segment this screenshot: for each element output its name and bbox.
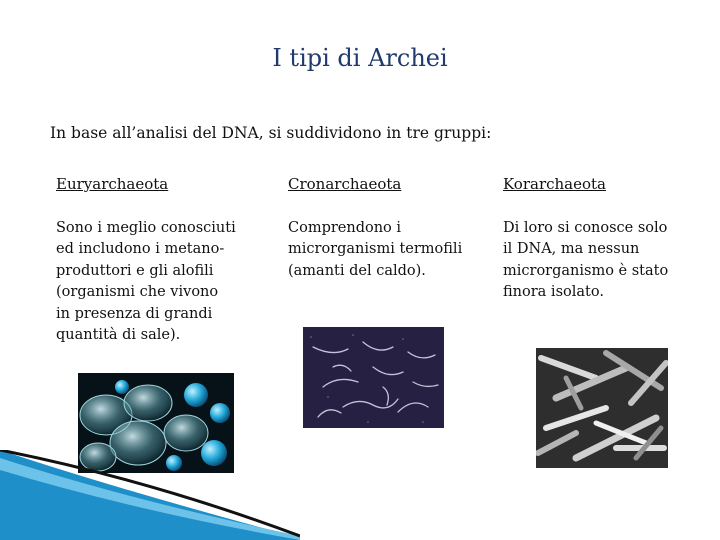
group-description-line: ed includono i metano- [56,241,225,257]
group-korarchaeota [503,174,703,304]
group-cronarchaeota [288,174,488,282]
slide-title: I tipi di Archei [272,44,448,72]
group-description-line: produttori e gli alofili [56,262,214,279]
korarchaeota-micrograph [536,348,668,468]
group-heading: Korarchaeota [503,175,607,193]
group-heading: Cronarchaeota [288,175,402,193]
group-description-line: microrganismi termofili [288,241,463,257]
decorative-swoosh [0,450,300,540]
group-description-line: (amanti del caldo). [288,262,426,279]
group-description-line: quantità di sale). [56,327,181,343]
group-heading: Euryarchaeota [56,175,169,193]
intro-text: In base all’analisi del DNA, si suddividono in tre gruppi: [50,124,492,142]
group-euryarchaeota [56,174,256,347]
group-description-line: finora isolato. [503,284,604,300]
group-description-line: microrganismo è stato [503,262,669,279]
group-description-line: Comprendono i [288,219,402,236]
group-description-line: Sono i meglio conosciuti [56,219,236,236]
group-description-line: (organismi che vivono [56,284,219,300]
group-description-line: il DNA, ma nessun [503,241,640,257]
cronarchaeota-micrograph [303,327,444,428]
group-description-line: Di loro si conosce solo [503,219,668,236]
group-description-line: in presenza di grandi [56,305,213,322]
